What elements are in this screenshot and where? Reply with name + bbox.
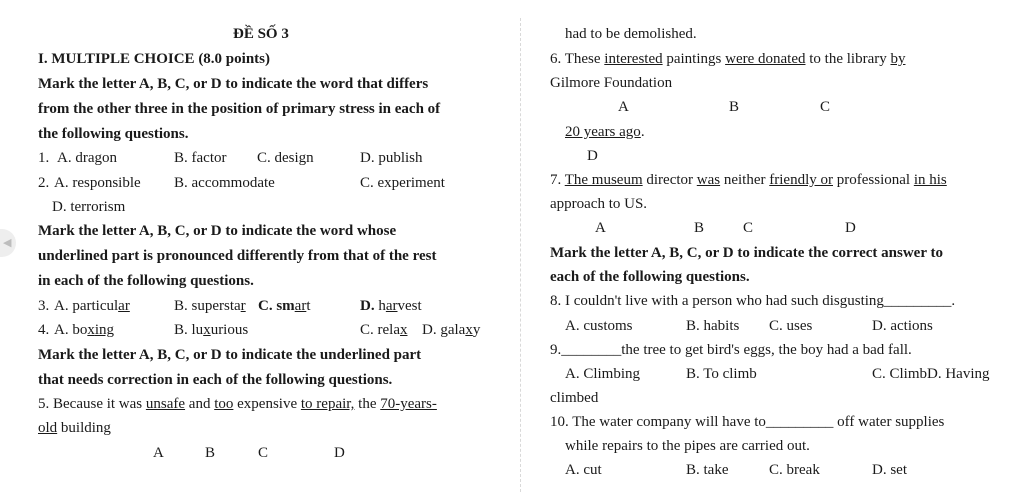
q2-option-b: B. accommodate bbox=[174, 175, 275, 191]
q5-continuation: had to be demolished. bbox=[565, 26, 697, 42]
instruction-correction-line2: that needs correction in each of the following questions. bbox=[38, 372, 393, 388]
q4-option-a: A. boxing bbox=[54, 322, 115, 338]
q10-stem: 10. The water company will have to_________ off water supplies bbox=[550, 414, 945, 430]
q1-option-b: B. factor bbox=[174, 150, 227, 166]
q7-line1: 7. The museum director was neither friendly or professional in his bbox=[550, 172, 947, 188]
q2-number: 2. bbox=[38, 175, 50, 191]
q5-line1: 5. Because it was unsafe and too expensive to repair, the 70-years- bbox=[38, 396, 437, 412]
q3-option-a: A. particular bbox=[54, 298, 130, 314]
q7-label-c: C bbox=[743, 220, 754, 236]
q8-option-c: C. uses bbox=[769, 318, 813, 334]
q10-option-c: C. break bbox=[769, 462, 820, 478]
q10-option-b: B. take bbox=[686, 462, 729, 478]
q9-option-d-continuation: climbed bbox=[550, 390, 599, 406]
q5-label-a: A bbox=[153, 445, 164, 461]
q7-label-a: A bbox=[595, 220, 606, 236]
q4-number: 4. bbox=[38, 322, 50, 338]
section-heading: I. MULTIPLE CHOICE (8.0 points) bbox=[38, 51, 270, 67]
q6-line3: 20 years ago. bbox=[565, 124, 645, 140]
q6-label-b: B bbox=[729, 99, 740, 115]
q1-option-d: D. publish bbox=[360, 150, 423, 166]
q6-label-a: A bbox=[618, 99, 629, 115]
q1-option-c: C. design bbox=[257, 150, 314, 166]
q1-option-a: A. dragon bbox=[57, 150, 117, 166]
q5-label-c: C bbox=[258, 445, 269, 461]
q8-option-d: D. actions bbox=[872, 318, 933, 334]
q8-option-b: B. habits bbox=[686, 318, 740, 334]
chevron-left-icon: ◀ bbox=[3, 237, 12, 249]
instruction-stress-line3: the following questions. bbox=[38, 126, 189, 142]
instruction-correction-line1: Mark the letter A, B, C, or D to indicate the underlined part bbox=[38, 347, 422, 363]
instruction-correct-answer-line2: each of the following questions. bbox=[550, 269, 750, 285]
instruction-pronunciation-line1: Mark the letter A, B, C, or D to indicate the word whose bbox=[38, 223, 397, 239]
instruction-stress-line2: from the other three in the position of primary stress in each of bbox=[38, 101, 441, 117]
q3-option-c: C. smart bbox=[258, 298, 311, 314]
q4-option-b: B. luxurious bbox=[174, 322, 249, 338]
q9-option-b: B. To climb bbox=[686, 366, 757, 382]
q4-option-c: C. relax bbox=[360, 322, 408, 338]
q5-label-b: B bbox=[205, 445, 216, 461]
q9-option-a: A. Climbing bbox=[565, 366, 641, 382]
q3-option-b: B. superstar bbox=[174, 298, 246, 314]
q8-option-a: A. customs bbox=[565, 318, 633, 334]
q9-stem: 9.________the tree to get bird's eggs, the boy had a bad fall. bbox=[550, 342, 912, 358]
instruction-pronunciation-line3: in each of the following questions. bbox=[38, 273, 254, 289]
instruction-stress-line1: Mark the letter A, B, C, or D to indicate the word that differs bbox=[38, 76, 429, 92]
q8-stem: 8. I couldn't live with a person who had such disgusting_________. bbox=[550, 293, 956, 309]
q6-label-d: D bbox=[587, 148, 598, 164]
page-gutter bbox=[520, 18, 521, 492]
instruction-correct-answer-line1: Mark the letter A, B, C, or D to indicate the correct answer to bbox=[550, 245, 943, 261]
q6-line2: Gilmore Foundation bbox=[550, 75, 673, 91]
q3-number: 3. bbox=[38, 298, 50, 314]
q2-option-d: D. terrorism bbox=[52, 199, 126, 215]
q3-option-d: D. harvest bbox=[360, 298, 422, 314]
q4-option-d: D. galaxy bbox=[422, 322, 481, 338]
q5-label-d: D bbox=[334, 445, 345, 461]
q2-option-a: A. responsible bbox=[54, 175, 141, 191]
q7-line2: approach to US. bbox=[550, 196, 648, 212]
q5-line2: old building bbox=[38, 420, 111, 436]
q1-number: 1. bbox=[38, 150, 50, 166]
q10-option-a: A. cut bbox=[565, 462, 602, 478]
q9-option-cd: C. ClimbD. Having bbox=[872, 366, 990, 382]
q10-option-d: D. set bbox=[872, 462, 907, 478]
instruction-pronunciation-line2: underlined part is pronounced differently from that of the rest bbox=[38, 248, 437, 264]
q2-option-c: C. experiment bbox=[360, 175, 445, 191]
q7-label-b: B bbox=[694, 220, 705, 236]
prev-page-tab[interactable] bbox=[0, 229, 16, 257]
q7-label-d: D bbox=[845, 220, 856, 236]
q6-line1: 6. These interested paintings were donated to the library by bbox=[550, 51, 906, 67]
exam-title: ĐỀ SỐ 3 bbox=[233, 26, 289, 42]
q10-stem-line2: while repairs to the pipes are carried out. bbox=[565, 438, 810, 454]
q6-label-c: C bbox=[820, 99, 831, 115]
